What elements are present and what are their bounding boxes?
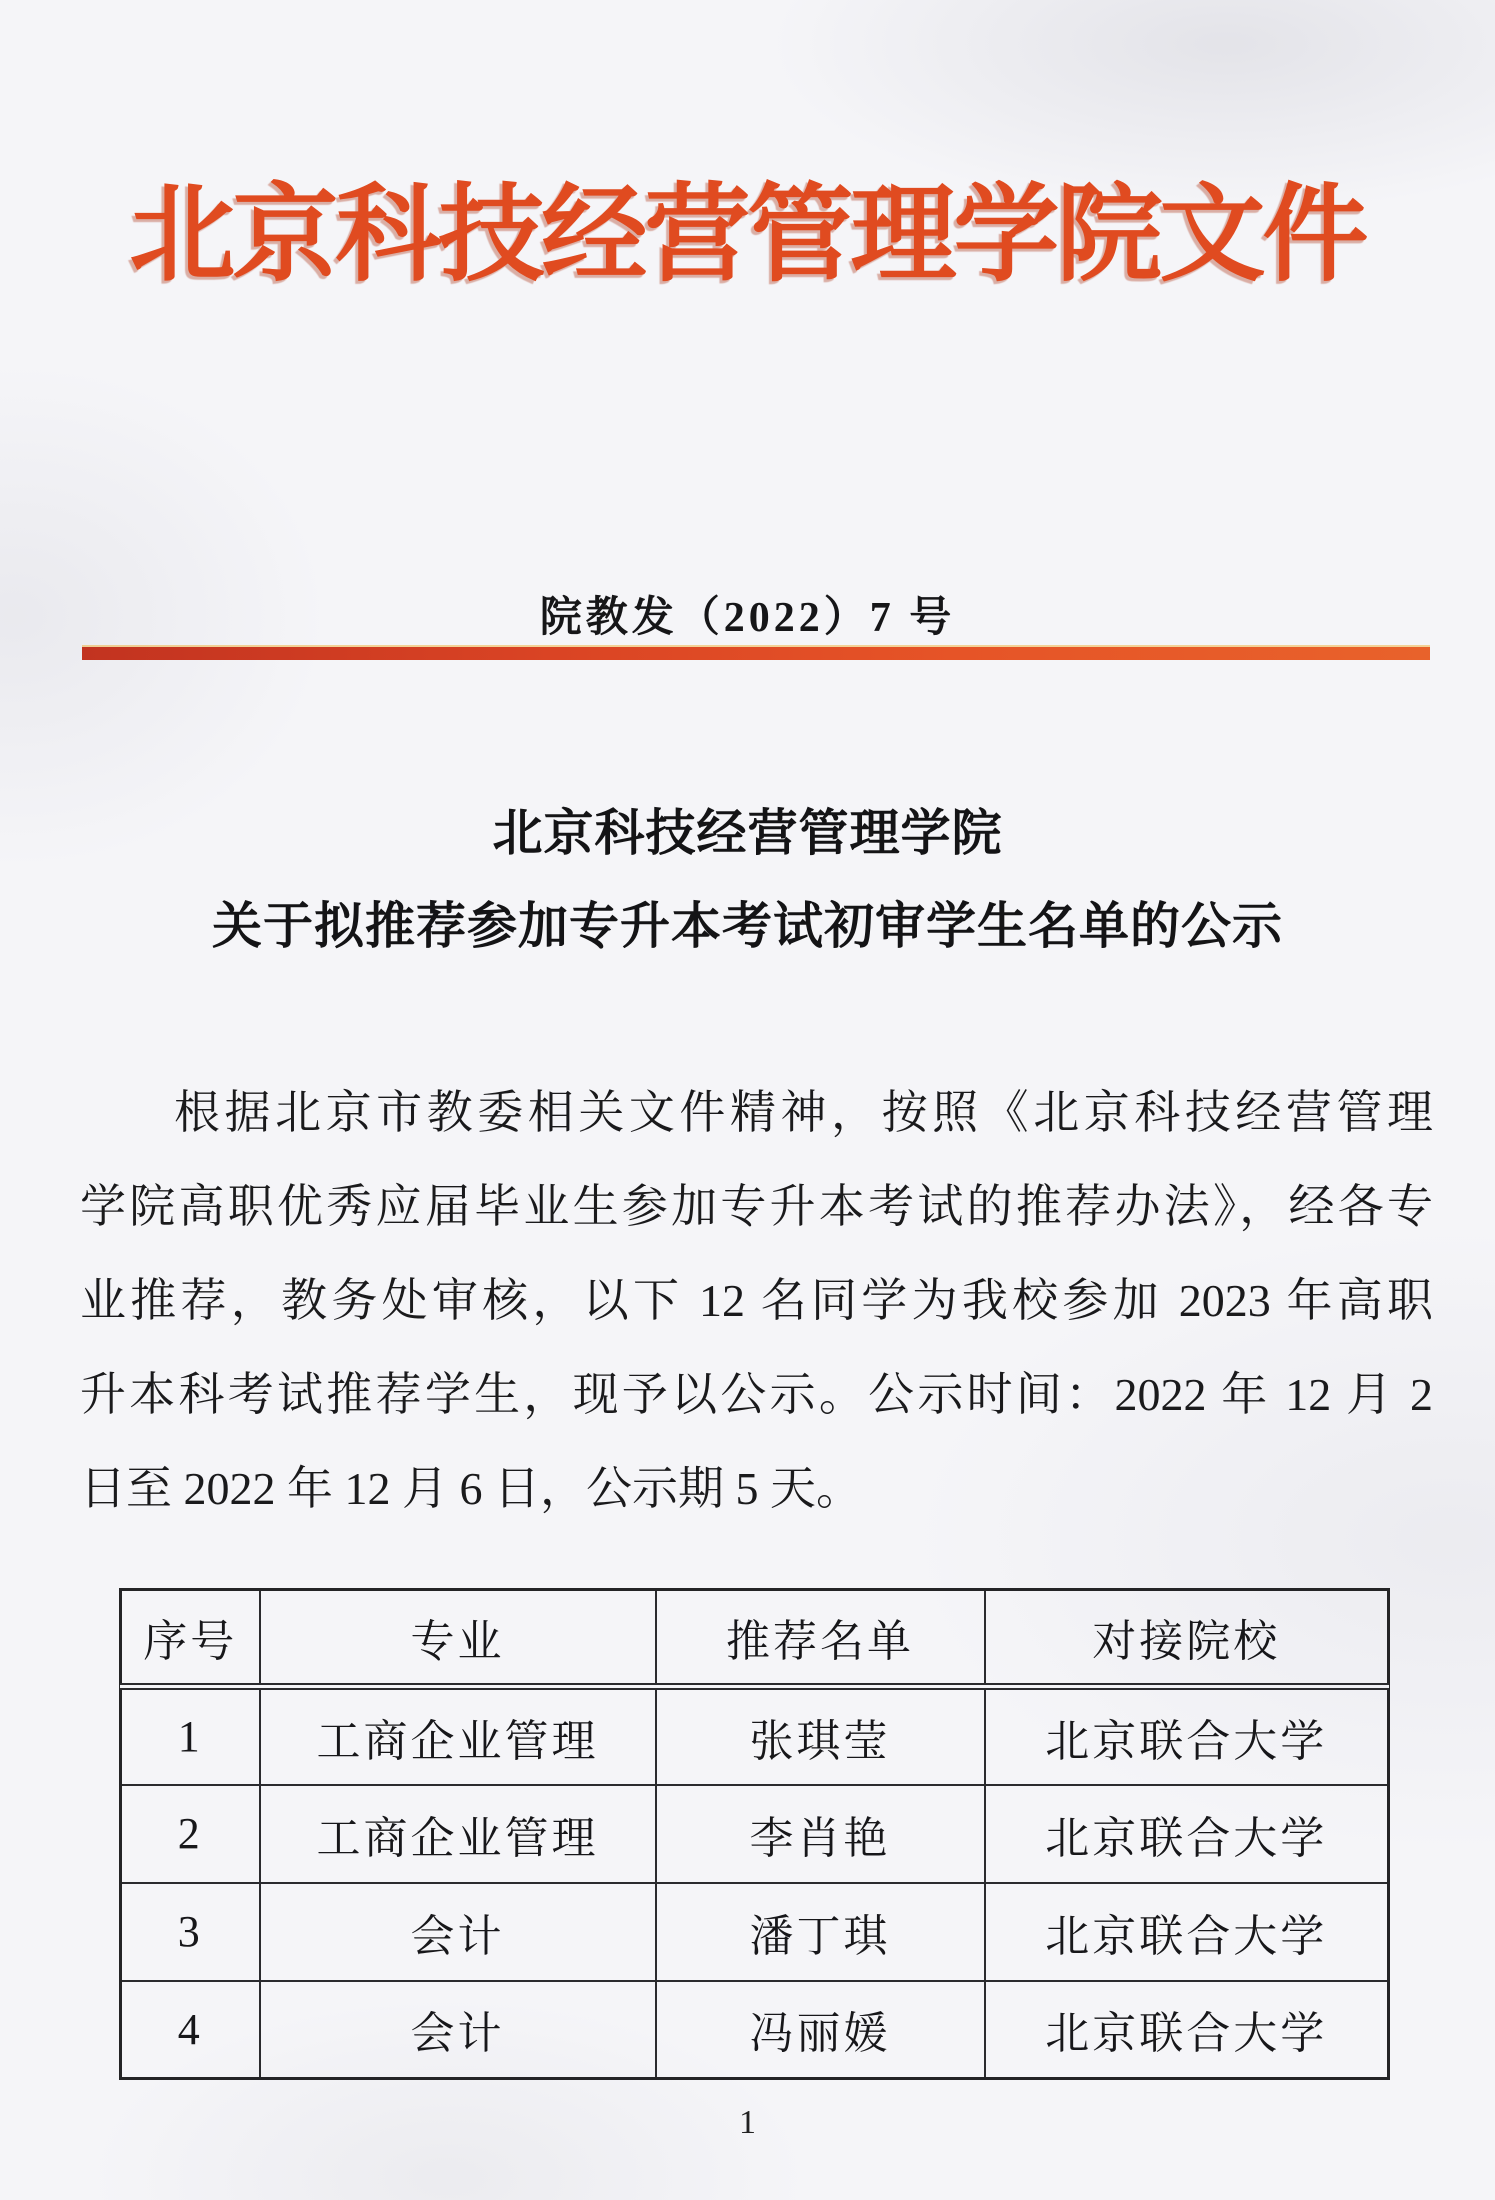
table-header-cell-index: 序号 xyxy=(121,1590,260,1687)
table-cell-index: 1 xyxy=(121,1687,260,1785)
table-cell-index: 3 xyxy=(121,1883,260,1981)
table-cell-university: 北京联合大学 xyxy=(985,1981,1389,2079)
table-row xyxy=(121,1981,1389,2079)
table-row xyxy=(121,1883,1389,1981)
notice-title-line2: 关于拟推荐参加专升本考试初审学生名单的公示 xyxy=(212,898,1283,954)
table-row xyxy=(121,1687,1389,1785)
body-line: 业推荐，教务处审核，以下 12 名同学为我校参加 2023 年高职 xyxy=(80,1275,1433,1326)
body-line: 学院高职优秀应届毕业生参加专升本考试的推荐办法》，经各专 xyxy=(80,1181,1433,1232)
letterhead-title: 北京科技经营管理学院文件 xyxy=(129,177,1366,294)
notice-title-line1: 北京科技经营管理学院 xyxy=(492,805,1003,861)
notice-body xyxy=(80,1066,1433,1536)
table-cell-name: 张琪莹 xyxy=(656,1687,985,1785)
table-cell-university: 北京联合大学 xyxy=(985,1785,1389,1883)
table-cell-major: 工商企业管理 xyxy=(260,1785,656,1883)
table-header-cell-name: 推荐名单 xyxy=(656,1590,985,1687)
body-line: 升本科考试推荐学生，现予以公示。公示时间：2022 年 12 月 2 xyxy=(80,1369,1433,1420)
table-cell-name: 李肖艳 xyxy=(656,1785,985,1883)
table-cell-index: 2 xyxy=(121,1785,260,1883)
table-cell-major: 工商企业管理 xyxy=(260,1687,656,1785)
body-line: 根据北京市教委相关文件精神，按照《北京科技经营管理 xyxy=(174,1087,1433,1138)
table-cell-university: 北京联合大学 xyxy=(985,1687,1389,1785)
table-cell-major: 会计 xyxy=(260,1981,656,2079)
body-line: 日至 2022 年 12 月 6 日，公示期 5 天。 xyxy=(80,1463,862,1514)
table-cell-name: 冯丽媛 xyxy=(656,1981,985,2079)
table-header-cell-university: 对接院校 xyxy=(985,1590,1389,1687)
page-number: 1 xyxy=(739,2104,756,2141)
table-header-cell-major: 专业 xyxy=(260,1590,656,1687)
table-row xyxy=(121,1785,1389,1883)
table-cell-major: 会计 xyxy=(260,1883,656,1981)
table-header-row xyxy=(121,1590,1389,1687)
recommendation-table xyxy=(119,1588,1390,2080)
table-cell-university: 北京联合大学 xyxy=(985,1883,1389,1981)
document-number: 院教发（2022）7 号 xyxy=(539,595,956,641)
table-cell-name: 潘丁琪 xyxy=(656,1883,985,1981)
red-separator-rule xyxy=(82,647,1430,660)
table-cell-index: 4 xyxy=(121,1981,260,2079)
